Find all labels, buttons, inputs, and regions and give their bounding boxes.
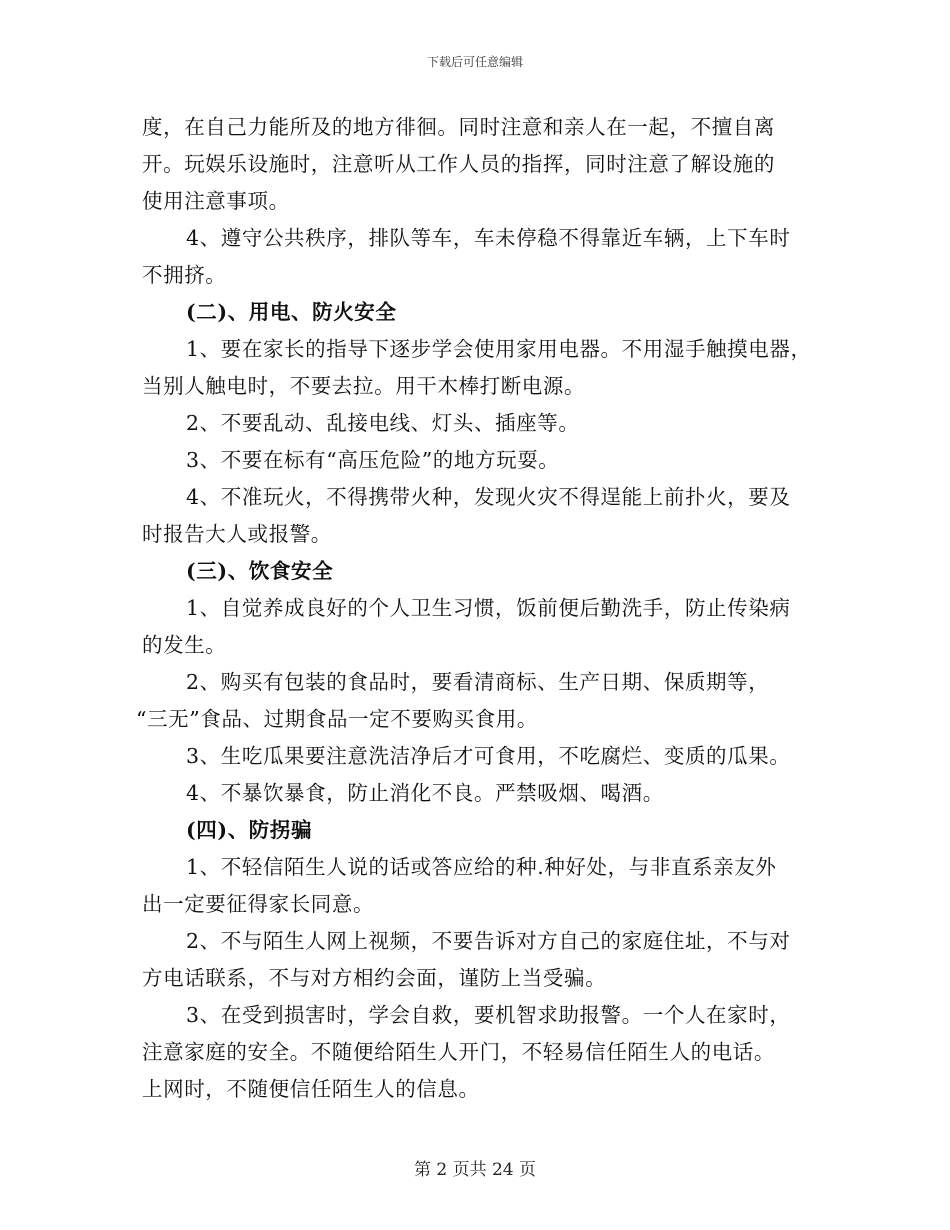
paragraph-line: 1、不轻信陌生人说的话或答应给的种.种好处，与非直系亲友外 (186, 855, 777, 879)
paragraph-line: 1、自觉养成良好的个人卫生习惯，饭前便后勤洗手，防止传染病 (186, 596, 791, 620)
paragraph-line: 当别人触电时，不要去拉。用干木棒打断电源。 (142, 374, 586, 398)
page-number: 第 2 页共 24 页 (413, 1160, 537, 1180)
paragraph-line: “三无”食品、过期食品一定不要购买食用。 (136, 707, 538, 731)
paragraph-line: 开。玩娱乐设施时，注意听从工作人员的指挥，同时注意了解设施的 (142, 152, 775, 176)
paragraph-line: 上网时，不随便信任陌生人的信息。 (142, 1077, 480, 1101)
paragraph-line: 2、不与陌生人网上视频，不要告诉对方自己的家庭住址，不与对 (186, 929, 791, 953)
paragraph-line: 度，在自己力能所及的地方徘徊。同时注意和亲人在一起，不擅自离 (142, 115, 775, 139)
paragraph-line: 3、不要在标有“高压危险”的地方玩耍。 (186, 448, 560, 472)
section-heading: (四)、防拐骗 (186, 818, 313, 842)
section-heading: (二)、用电、防火安全 (186, 300, 397, 324)
paragraph-line: 出一定要征得家长同意。 (142, 892, 375, 916)
paragraph-line: 的发生。 (142, 633, 227, 657)
paragraph-line: 不拥挤。 (142, 263, 227, 287)
paragraph-line: 注意家庭的安全。不随便给陌生人开门，不轻易信任陌生人的电话。 (142, 1040, 775, 1064)
paragraph-line: 4、遵守公共秩序，排队等车，车未停稳不得靠近车辆，上下车时 (186, 226, 791, 250)
section-heading: (三)、饮食安全 (186, 559, 334, 583)
paragraph-line: 4、不暴饮暴食，防止消化不良。严禁吸烟、喝酒。 (186, 781, 664, 805)
paragraph-line: 2、不要乱动、乱接电线、灯头、插座等。 (186, 411, 580, 435)
paragraph-line: 使用注意事项。 (142, 189, 290, 213)
paragraph-line: 方电话联系，不与对方相约会面，谨防上当受骗。 (142, 966, 607, 990)
paragraph-line: 4、不准玩火，不得携带火种，发现火灾不得逞能上前扑火，要及 (186, 485, 791, 509)
paragraph-line: 2、购买有包装的食品时，要看清商标、生产日期、保质期等， (186, 670, 770, 694)
paragraph-line: 3、生吃瓜果要注意洗洁净后才可食用，不吃腐烂、变质的瓜果。 (186, 744, 791, 768)
paragraph-line: 时报告大人或报警。 (142, 522, 332, 546)
paragraph-line: 3、在受到损害时，学会自救，要机智求助报警。一个人在家时， (186, 1003, 791, 1027)
paragraph-line: 1、要在家长的指导下逐步学会使用家用电器。不用湿手触摸电器， (186, 337, 812, 361)
document-body (136, 109, 812, 1108)
page-header: 下载后可任意编辑 (426, 55, 523, 69)
